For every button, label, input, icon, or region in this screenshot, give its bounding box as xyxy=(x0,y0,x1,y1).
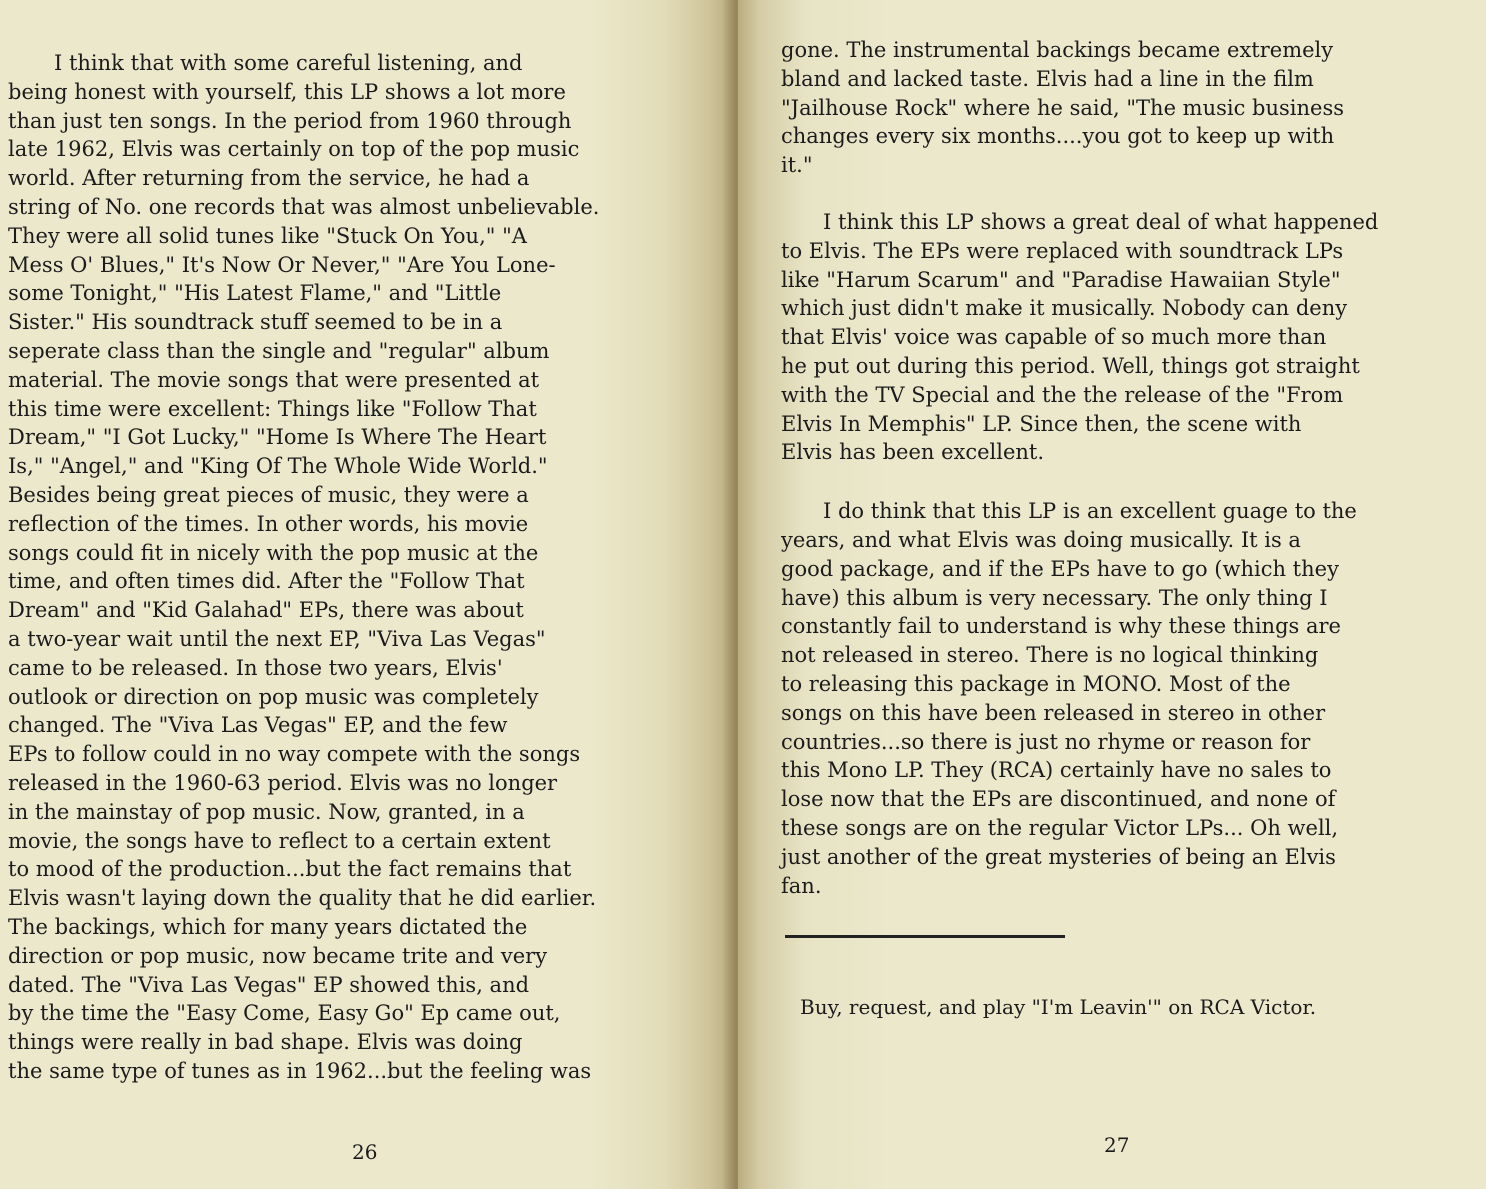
text-line: EPs to follow could in no way compete with the songs xyxy=(8,742,581,767)
text-line: not released in stereo. There is no logical thinking xyxy=(781,643,1319,668)
text-line: changes every six months....you got to keep up with xyxy=(781,124,1335,149)
text-line: these songs are on the regular Victor LPs... Oh well, xyxy=(781,815,1339,840)
text-line: seperate class than the single and "regular" album xyxy=(8,338,550,363)
text-line: I do think that this LP is an excellent guage to the xyxy=(823,499,1357,524)
text-line: being honest with yourself, this LP shows a lot more xyxy=(8,79,566,104)
right-page xyxy=(738,0,1486,1189)
text-line: Mess O' Blues," It's Now Or Never," "Are You Lone- xyxy=(8,252,556,277)
text-line: to mood of the production...but the fact remains that xyxy=(8,857,572,882)
text-line: world. After returning from the service, he had a xyxy=(8,166,530,191)
text-line: than just ten songs. In the period from 1960 through xyxy=(8,108,572,133)
text-line: a two-year wait until the next EP, "Viva Las Vegas" xyxy=(8,626,546,651)
text-line: good package, and if the EPs have to go (which they xyxy=(781,556,1339,581)
text-line: the same type of tunes as in 1962...but the feeling was xyxy=(8,1058,592,1083)
text-line: to releasing this package in MONO. Most of the xyxy=(781,671,1291,696)
text-line: bland and lacked taste. Elvis had a line in the film xyxy=(781,66,1314,91)
text-line: came to be released. In those two years, Elvis' xyxy=(8,655,503,680)
paragraph-gap xyxy=(781,467,1481,497)
text-line: songs on this have been released in stereo in other xyxy=(781,700,1326,725)
text-line: outlook or direction on pop music was completely xyxy=(8,684,539,709)
text-line: movie, the songs have to reflect to a certain extent xyxy=(8,828,551,853)
text-line: Sister." His soundtrack stuff seemed to be in a xyxy=(8,310,503,335)
text-line: songs could fit in nicely with the pop music at the xyxy=(8,540,539,565)
paragraph-gap xyxy=(781,180,1481,208)
left-paragraph xyxy=(8,49,713,1086)
text-line: years, and what Elvis was doing musically. It is a xyxy=(781,527,1301,552)
text-line: lose now that the EPs are discontinued, and none of xyxy=(781,787,1336,812)
text-line: reflection of the times. In other words, his movie xyxy=(8,511,529,536)
text-line: gone. The instrumental backings became extremely xyxy=(781,38,1334,62)
text-line: Elvis wasn't laying down the quality that he did earlier. xyxy=(8,886,597,911)
text-line: Dream," "I Got Lucky," "Home Is Where The Heart xyxy=(8,425,547,450)
text-line: direction or pop music, now became trite and very xyxy=(8,943,548,968)
left-page-text xyxy=(8,49,713,1086)
text-line: released in the 1960-63 period. Elvis was no longer xyxy=(8,770,558,795)
text-line: just another of the great mysteries of being an Elvis xyxy=(781,844,1336,869)
text-line: late 1962, Elvis was certainly on top of the pop music xyxy=(8,137,580,162)
text-line: he put out during this period. Well, things got straight xyxy=(781,353,1360,378)
text-line: fan. xyxy=(781,873,822,898)
text-line: things were really in bad shape. Elvis was doing xyxy=(8,1030,523,1055)
text-line: I think that with some careful listening, and xyxy=(54,51,523,75)
text-line: They were all solid tunes like "Stuck On You," "A xyxy=(8,223,527,248)
text-line: have) this album is very necessary. The only thing I xyxy=(781,585,1328,610)
text-line: in the mainstay of pop music. Now, granted, in a xyxy=(8,799,525,824)
text-line: constantly fail to understand is why these things are xyxy=(781,614,1341,639)
text-line: dated. The "Viva Las Vegas" EP showed this, and xyxy=(8,972,530,997)
text-line: like "Harum Scarum" and "Paradise Hawaiian Style" xyxy=(781,267,1341,292)
left-page xyxy=(0,0,738,1189)
right-paragraph-1 xyxy=(781,36,1481,180)
text-line: some Tonight," "His Latest Flame," and "Little xyxy=(8,281,502,306)
text-line: by the time the "Easy Come, Easy Go" Ep came out, xyxy=(8,1001,561,1026)
text-line: with the TV Special and the the release of the "From xyxy=(781,382,1344,407)
text-line: "Jailhouse Rock" where he said, "The music business xyxy=(781,95,1345,120)
text-line: this Mono LP. They (RCA) certainly have no sales to xyxy=(781,758,1332,783)
text-line: that Elvis' voice was capable of so much more than xyxy=(781,325,1327,350)
text-line: Elvis In Memphis" LP. Since then, the scene with xyxy=(781,411,1302,436)
text-line: countries...so there is just no rhyme or reason for xyxy=(781,729,1311,754)
text-line: Dream" and "Kid Galahad" EPs, there was about xyxy=(8,598,524,623)
page-number: 26 xyxy=(352,1140,378,1164)
text-line: to Elvis. The EPs were replaced with soundtrack LPs xyxy=(781,238,1344,263)
text-line: Is," "Angel," and "King Of The Whole Wide World." xyxy=(8,454,548,479)
text-line: I think this LP shows a great deal of what happened xyxy=(823,209,1379,234)
right-paragraph-3 xyxy=(781,497,1481,900)
text-line: changed. The "Viva Las Vegas" EP, and the few xyxy=(8,713,508,738)
text-line: this time were excellent: Things like "Follow That xyxy=(8,396,537,421)
page-number: 27 xyxy=(1104,1133,1130,1157)
text-line: The backings, which for many years dictated the xyxy=(8,914,528,939)
text-line: it." xyxy=(781,153,813,178)
text-line: Elvis has been excellent. xyxy=(781,440,1045,465)
text-line: which just didn't make it musically. Nobody can deny xyxy=(781,296,1348,321)
text-line: time, and often times did. After the "Follow That xyxy=(8,569,525,594)
right-page-text xyxy=(781,36,1481,900)
text-line: string of No. one records that was almost unbelievable. xyxy=(8,194,600,219)
advert-line: Buy, request, and play "I'm Leavin'" on RCA Victor. xyxy=(800,995,1317,1019)
right-paragraph-2 xyxy=(781,208,1481,467)
divider-rule xyxy=(785,935,1065,938)
text-line: material. The movie songs that were presented at xyxy=(8,367,540,392)
text-line: Besides being great pieces of music, they were a xyxy=(8,482,529,507)
